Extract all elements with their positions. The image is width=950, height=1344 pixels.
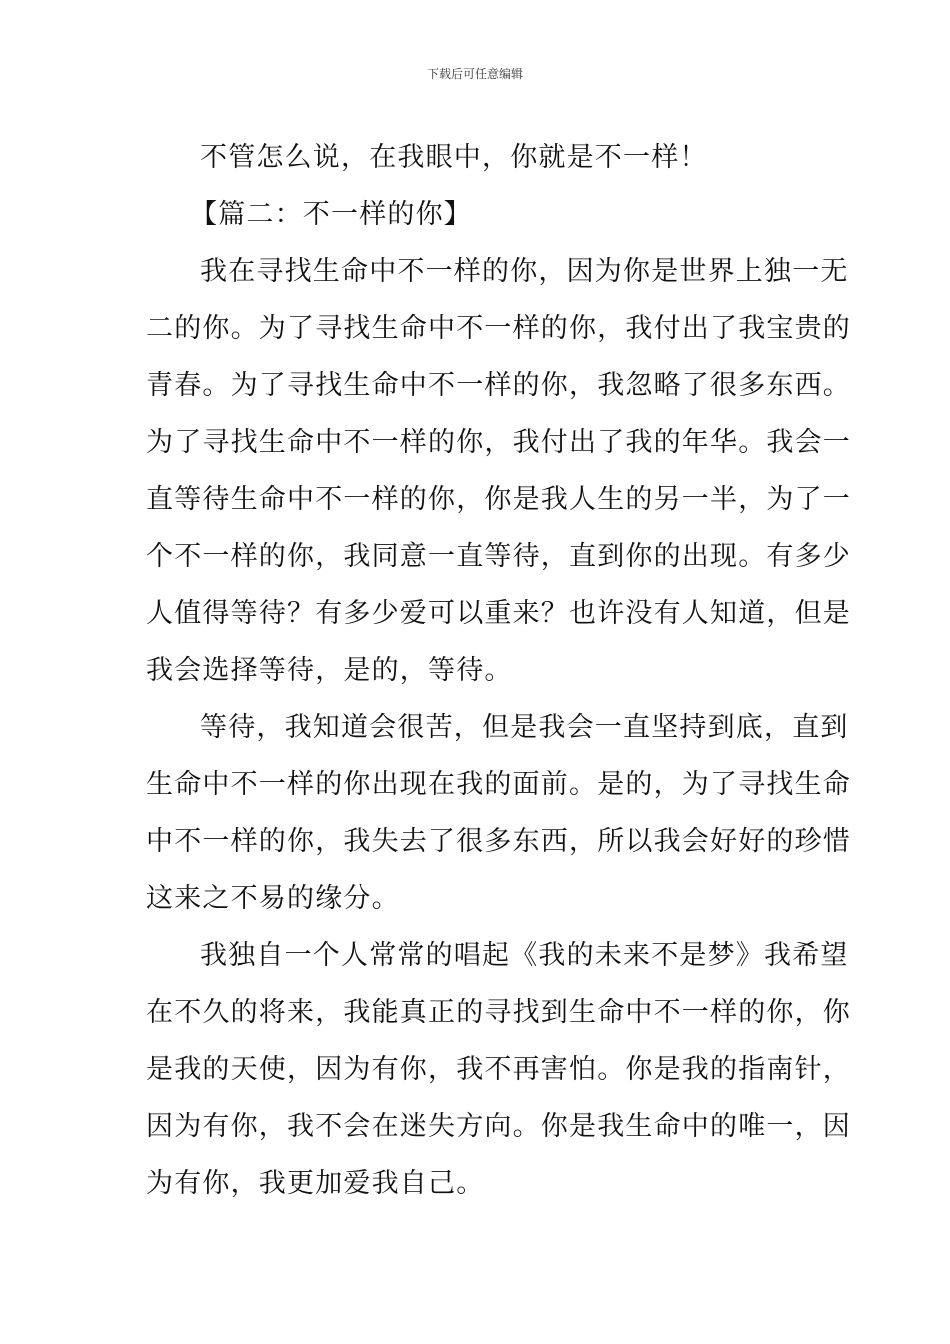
paragraph-line: 我独自一个人常常的唱起《我的未来不是梦》我希望 (200, 940, 849, 971)
document-body (146, 129, 851, 1212)
paragraph-line: 我在寻找生命中不一样的你，因为你是世界上独一无 (200, 256, 849, 287)
paragraph-line: 不管怎么说，在我眼中，你就是不一样！ (200, 142, 708, 173)
paragraph-line: 在不久的将来，我能真正的寻找到生命中不一样的你，你 (146, 997, 851, 1028)
paragraph-line: 因为有你，我不会在迷失方向。你是我生命中的唯一，因 (146, 1111, 851, 1142)
paragraph-line: 生命中不一样的你出现在我的面前。是的，为了寻找生命 (146, 769, 851, 800)
paragraph-line: 二的你。为了寻找生命中不一样的你，我付出了我宝贵的 (146, 313, 851, 344)
paragraph-line: 人值得等待？有多少爱可以重来？也许没有人知道，但是 (146, 598, 851, 629)
paragraph-line: 个不一样的你，我同意一直等待，直到你的出现。有多少 (146, 541, 851, 572)
page-header: 下载后可任意编辑 (426, 67, 523, 81)
paragraph-line: 为了寻找生命中不一样的你，我付出了我的年华。我会一 (146, 427, 851, 458)
paragraph-line: 这来之不易的缘分。 (146, 883, 400, 914)
paragraph-line: 我会选择等待，是的，等待。 (146, 655, 513, 686)
paragraph-line: 直等待生命中不一样的你，你是我人生的另一半，为了一 (146, 484, 851, 515)
section-heading: 【篇二：不一样的你】 (190, 199, 472, 230)
paragraph-line: 为有你，我更加爱我自己。 (146, 1168, 485, 1199)
paragraph-line: 等待，我知道会很苦，但是我会一直坚持到底，直到 (200, 712, 849, 743)
paragraph-line: 青春。为了寻找生命中不一样的你，我忽略了很多东西。 (146, 370, 851, 401)
paragraph-line: 中不一样的你，我失去了很多东西，所以我会好好的珍惜 (146, 826, 851, 857)
paragraph-line: 是我的天使，因为有你，我不再害怕。你是我的指南针， (146, 1054, 851, 1085)
